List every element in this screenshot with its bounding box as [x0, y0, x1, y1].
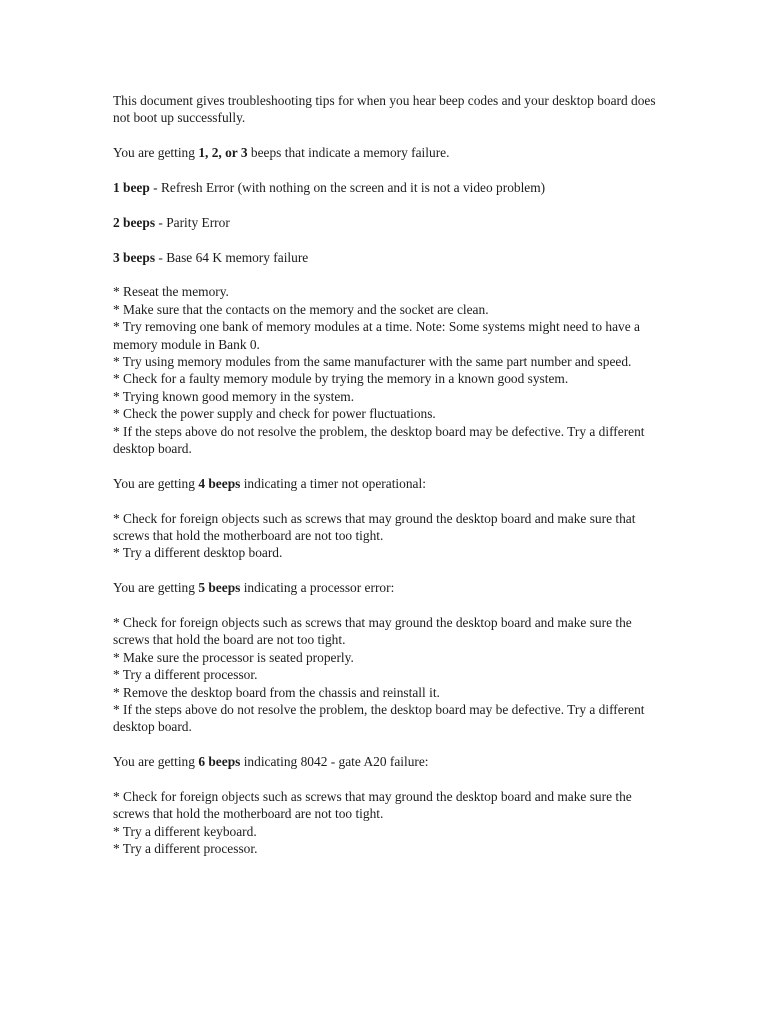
memory-failure-heading	[113, 144, 658, 161]
heading-suffix: indicating a timer not operational:	[240, 475, 426, 491]
list-item: * Try a different processor.	[113, 841, 258, 857]
list-item: * Reseat the memory.	[113, 284, 229, 300]
beep-count-bold: 4 beeps	[198, 475, 241, 491]
list-item: * Check for foreign objects such as screws that may ground the desktop board and make sure that screws that hold the motherboard are not too tight.	[113, 510, 636, 544]
list-item: * Trying known good memory in the system.	[113, 388, 355, 404]
beep-3-label: 3 beeps	[113, 249, 156, 265]
beep-2-description: - Parity Error	[155, 214, 230, 230]
list-item: * Make sure the processor is seated properly.	[113, 649, 354, 665]
list-item: * Try removing one bank of memory modules at a time. Note: Some systems might need to have a memory module in Bank 0.	[113, 319, 640, 352]
heading-prefix: You are getting	[113, 475, 199, 491]
document-page	[113, 92, 658, 875]
list-item: * Try using memory modules from the same manufacturer with the same part number and speed.	[113, 354, 632, 370]
list-item: * Try a different processor.	[113, 667, 258, 683]
list-item: * Try a different keyboard.	[113, 823, 257, 839]
heading-suffix: indicating 8042 - gate A20 failure:	[240, 754, 429, 770]
beep-2-line	[113, 214, 658, 231]
timer-tips-list	[113, 510, 658, 562]
list-item: * Check the power supply and check for power fluctuations.	[113, 406, 436, 422]
heading-prefix: You are getting	[113, 754, 199, 770]
processor-tips-list	[113, 614, 658, 736]
heading-suffix: beeps that indicate a memory failure.	[247, 145, 450, 161]
memory-tips-list	[113, 283, 658, 457]
beep-1-description: - Refresh Error (with nothing on the screen and it is not a video problem)	[149, 180, 546, 195]
beep-3-line	[113, 249, 658, 266]
list-item: * Make sure that the contacts on the memory and the socket are clean.	[113, 301, 489, 317]
heading-prefix: You are getting	[113, 580, 199, 596]
list-item: * Try a different desktop board.	[113, 545, 283, 561]
beep-3-description: - Base 64 K memory failure	[155, 249, 309, 265]
heading-suffix: indicating a processor error:	[240, 580, 395, 596]
list-item: * Check for foreign objects such as screws that may ground the desktop board and make sure the screws that hold the motherboard are not too tight.	[113, 789, 632, 822]
list-item: * Check for a faulty memory module by trying the memory in a known good system.	[113, 371, 569, 387]
beep-count-bold: 1, 2, or 3	[198, 145, 248, 161]
list-item: * Remove the desktop board from the chassis and reinstall it.	[113, 684, 440, 700]
intro-paragraph: This document gives troubleshooting tips for when you hear beep codes and your desktop board does not boot up successfully.	[113, 93, 656, 126]
beep-1-label: 1 beep	[113, 180, 150, 195]
list-item: * If the steps above do not resolve the problem, the desktop board may be defective. Try a different desktop board.	[113, 702, 645, 735]
beep-count-bold: 6 beeps	[198, 754, 241, 770]
gate-a20-heading	[113, 753, 658, 770]
beep-1-line	[113, 179, 658, 196]
timer-heading	[113, 475, 658, 492]
heading-prefix: You are getting	[113, 145, 199, 161]
list-item: * Check for foreign objects such as screws that may ground the desktop board and make sure the screws that hold the board are not too tight.	[113, 615, 632, 648]
processor-heading	[113, 579, 658, 596]
list-item: * If the steps above do not resolve the problem, the desktop board may be defective. Try a different desktop board.	[113, 423, 645, 457]
beep-count-bold: 5 beeps	[198, 580, 241, 596]
gate-a20-tips-list	[113, 788, 658, 858]
beep-2-label: 2 beeps	[113, 214, 156, 230]
